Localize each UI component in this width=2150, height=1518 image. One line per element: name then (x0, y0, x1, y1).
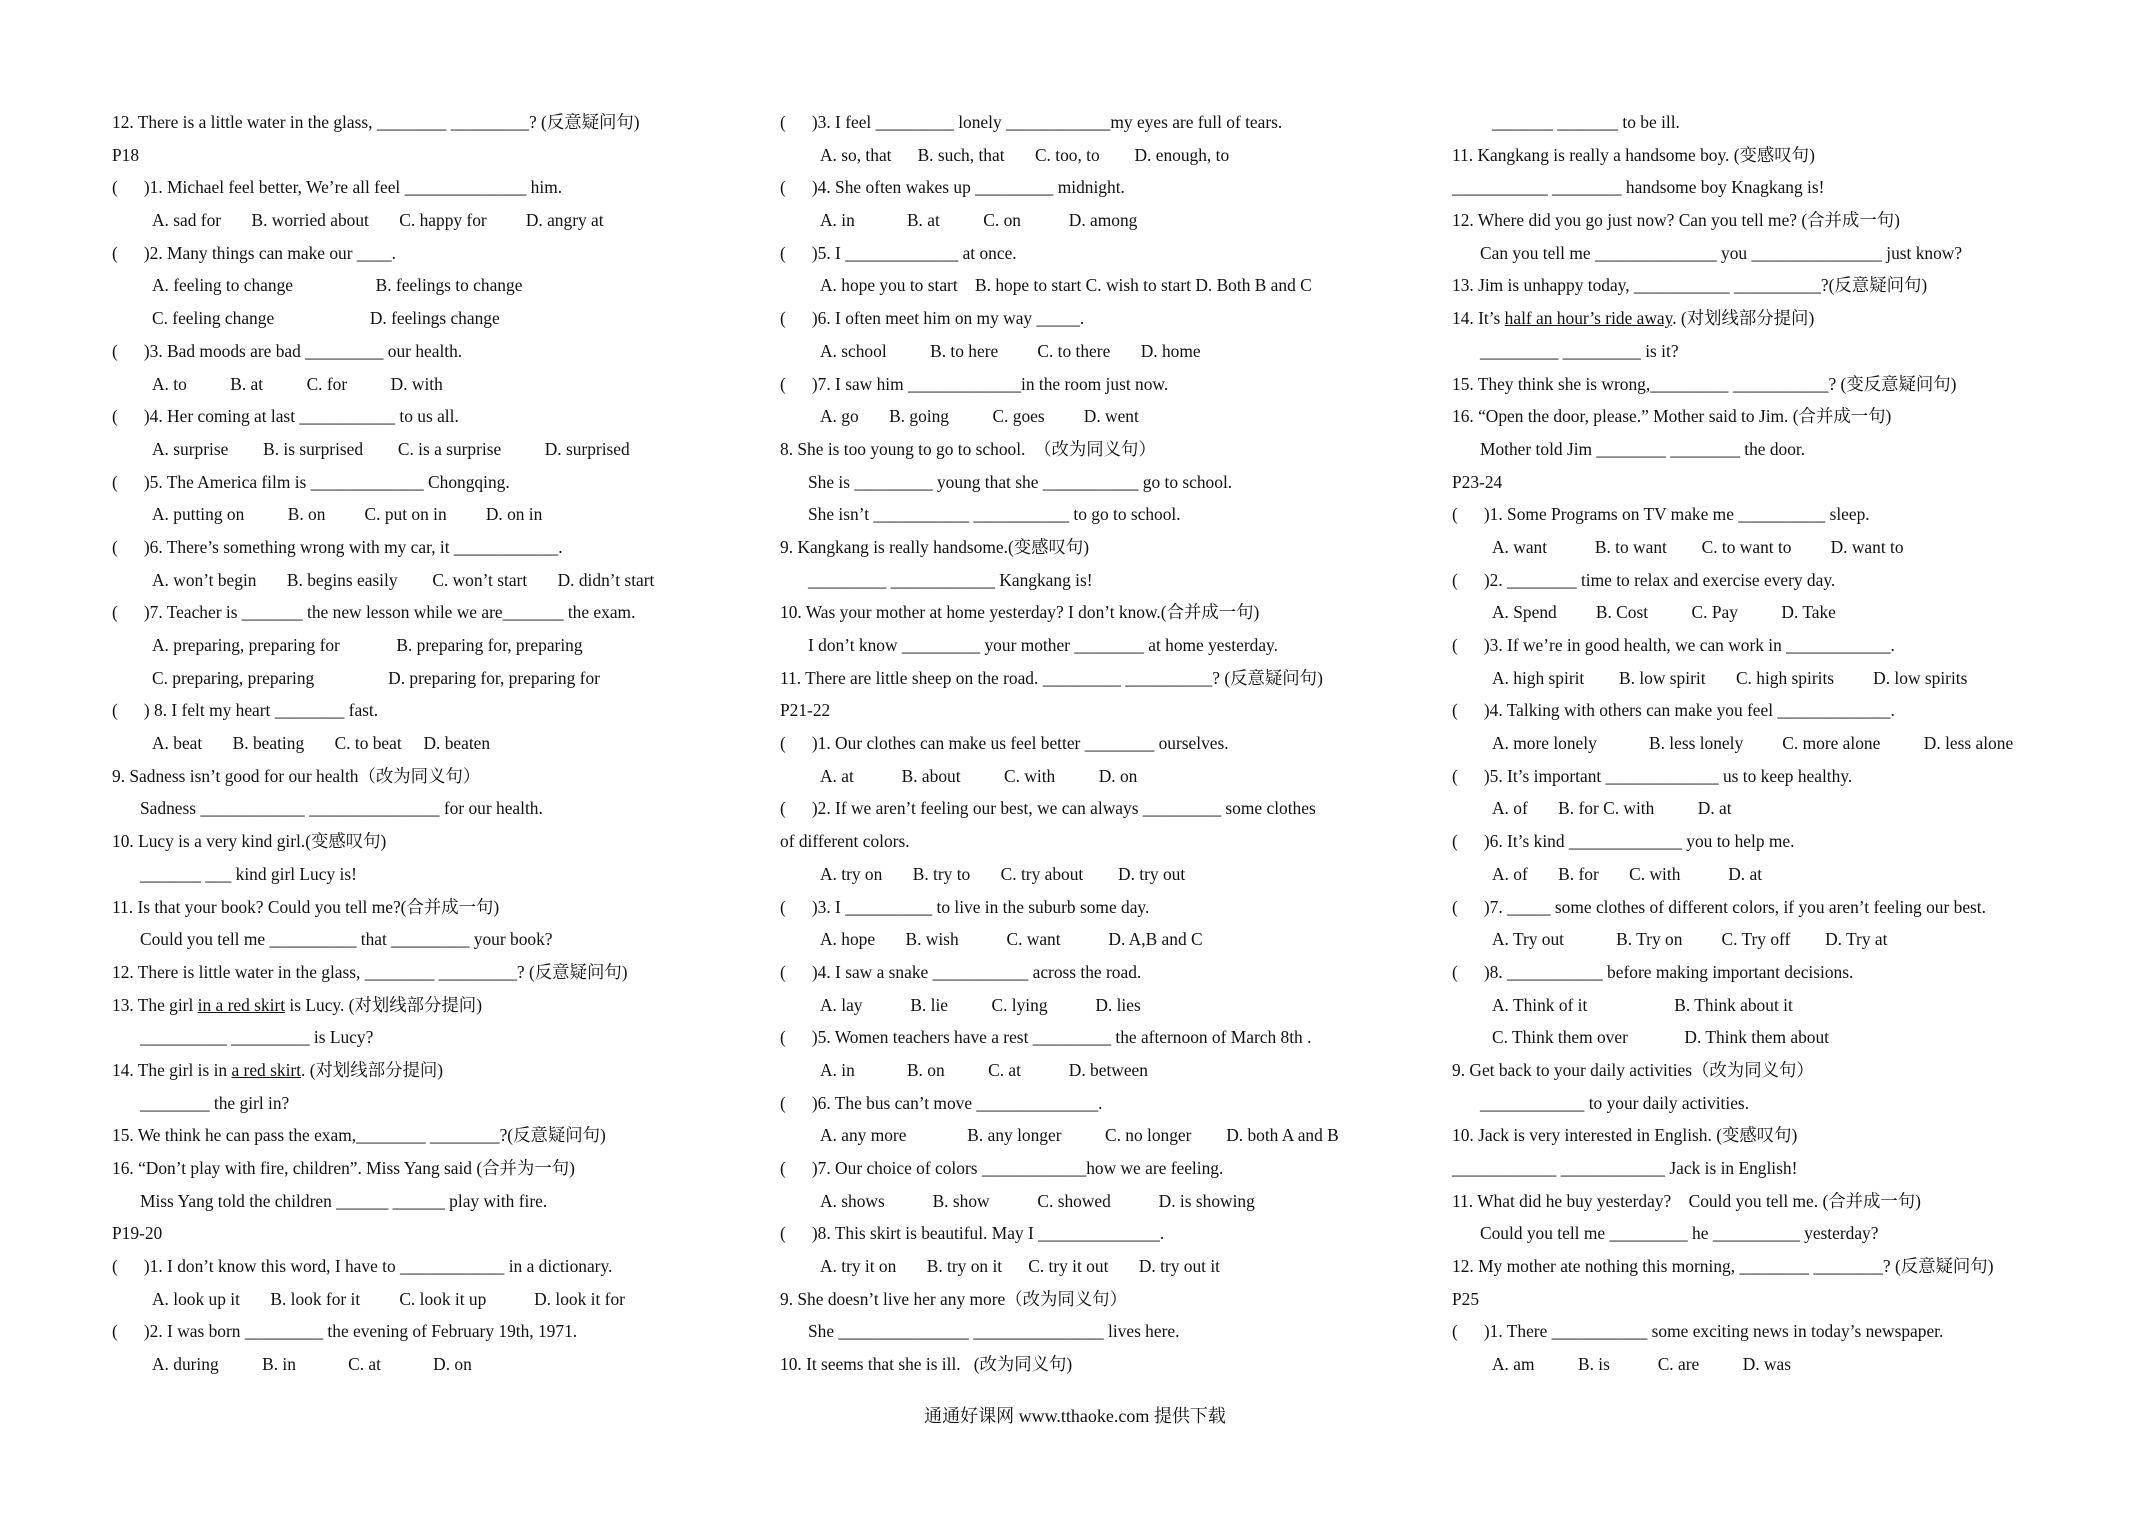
underlined-phrase: a red skirt (231, 1059, 302, 1080)
question-line: ( )6. The bus can’t move ______________. (780, 1092, 1103, 1113)
question-line: 14. The girl is in a red skirt. (对划线部分提问) (112, 1059, 444, 1080)
question-line: ( )2. Many things can make our ____. (112, 242, 396, 263)
answer-line: ____________ ____________ Jack is in English! (1452, 1158, 1798, 1178)
answer-options: C. feeling change D. feelings change (152, 308, 500, 329)
section-heading: P23-24 (1452, 471, 1503, 492)
question-line: 11. What did he buy yesterday? Could you tell me. (合并成一句) (1452, 1190, 1921, 1211)
question-line: ( )2. ________ time to relax and exercise every day. (1452, 569, 1836, 590)
answer-line: She _______________ _______________ lives here. (808, 1321, 1180, 1342)
answer-line: ____________ to your daily activities. (1480, 1092, 1750, 1113)
question-line: ( )8. This skirt is beautiful. May I ______________. (780, 1223, 1165, 1244)
answer-line: Sadness ____________ _______________ for our health. (140, 798, 543, 819)
answer-line: ___________ ________ handsome boy Knagkang is! (1452, 177, 1825, 198)
answer-options: A. preparing, preparing for B. preparing for, preparing (152, 635, 583, 655)
answer-options: A. Try out B. Try on C. Try off D. Try at (1492, 929, 1888, 950)
answer-options: A. Spend B. Cost C. Pay D. Take (1492, 602, 1836, 623)
question-line: ( )3. I __________ to live in the suburb some day. (780, 896, 1150, 917)
question-line: ( )7. Our choice of colors ____________how we are feeling. (780, 1158, 1224, 1178)
answer-options: A. more lonely B. less lonely C. more alone D. less alone (1492, 733, 2014, 754)
answer-line: Mother told Jim ________ ________ the door. (1480, 438, 1806, 459)
answer-options: A. surprise B. is surprised C. is a surprise D. surprised (152, 438, 630, 459)
question-line: ( )6. I often meet him on my way _____. (780, 308, 1085, 329)
answer-options: A. want B. to want C. to want to D. want to (1492, 536, 1904, 557)
column-3 (1452, 106, 2112, 1381)
question-line: ( )1. Our clothes can make us feel better ________ ourselves. (780, 733, 1229, 754)
question-line: ( )3. Bad moods are bad _________ our health. (112, 340, 463, 361)
answer-line: Could you tell me __________ that _________ your book? (140, 929, 553, 950)
question-line: 11. There are little sheep on the road. _________ __________? (反意疑问句) (780, 667, 1323, 688)
answer-line: Miss Yang told the children ______ ______ play with fire. (140, 1190, 548, 1211)
question-line: ( )7. _____ some clothes of different colors, if you aren’t feeling our best. (1452, 896, 1986, 917)
answer-line: _________ ____________ Kangkang is! (808, 569, 1093, 590)
question-line: ( )6. It’s kind _____________ you to help me. (1452, 831, 1795, 852)
question-line: 11. Kangkang is really a handsome boy. (变感叹句) (1452, 144, 1815, 165)
question-line: 9. Sadness isn’t good for our health（改为同义句） (112, 765, 481, 786)
question-line: 12. There is little water in the glass, ________ _________? (反意疑问句) (112, 961, 628, 982)
answer-options: A. shows B. show C. showed D. is showing (820, 1190, 1255, 1211)
answer-options: A. Think of it B. Think about it (1492, 994, 1793, 1015)
answer-options: A. beat B. beating C. to beat D. beaten (152, 733, 491, 754)
answer-line: ________ the girl in? (140, 1092, 290, 1113)
question-line: ( )3. I feel _________ lonely ____________my eyes are full of tears. (780, 112, 1283, 132)
answer-options: A. at B. about C. with D. on (820, 765, 1138, 786)
question-line: 8. She is too young to go to school. （改为同义句） (780, 438, 1156, 459)
section-heading: P18 (112, 144, 140, 165)
question-line: 13. The girl in a red skirt is Lucy. (对划线部分提问) (112, 994, 482, 1015)
answer-options: A. hope you to start B. hope to start C. wish to start D. Both B and C (820, 275, 1312, 296)
answer-options: A. of B. for C. with D. at (1492, 798, 1732, 819)
question-line: 9. Kangkang is really handsome.(变感叹句) (780, 536, 1090, 557)
question-line: of different colors. (780, 831, 910, 852)
underlined-phrase: half an hour’s ride away (1504, 308, 1673, 329)
answer-line: I don’t know _________ your mother ________ at home yesterday. (808, 635, 1278, 655)
column-1 (112, 106, 722, 1381)
question-line: ( )4. She often wakes up _________ midnight. (780, 177, 1125, 198)
answer-options: A. try on B. try to C. try about D. try out (820, 863, 1186, 884)
answer-options: A. of B. for C. with D. at (1492, 863, 1763, 884)
answer-options: A. hope B. wish C. want D. A,B and C (820, 929, 1203, 950)
question-line: ( )1. Michael feel better, We’re all feel ______________ him. (112, 177, 563, 198)
answer-line: Can you tell me ______________ you _______________ just know? (1480, 242, 1963, 263)
answer-line: She is _________ young that she ___________ go to school. (808, 471, 1233, 492)
answer-line: She isn’t ___________ ___________ to go to school. (808, 504, 1181, 525)
question-line: 11. Is that your book? Could you tell me?(合并成一句) (112, 896, 500, 917)
question-line: ( )5. Women teachers have a rest _________ the afternoon of March 8th . (780, 1027, 1312, 1048)
answer-options: C. preparing, preparing D. preparing for, preparing for (152, 667, 600, 688)
answer-options: A. in B. on C. at D. between (820, 1059, 1148, 1080)
question-line: 16. “Don’t play with fire, children”. Miss Yang said (合并为一句) (112, 1158, 575, 1178)
question-line: ( )4. Talking with others can make you feel _____________. (1452, 700, 1895, 721)
answer-line: __________ _________ is Lucy? (140, 1027, 374, 1048)
question-line: 9. Get back to your daily activities（改为同义句） (1452, 1059, 1814, 1080)
answer-options: A. to B. at C. for D. with (152, 373, 443, 394)
question-line: ( )6. There’s something wrong with my car, it ____________. (112, 536, 563, 557)
answer-options: A. lay B. lie C. lying D. lies (820, 994, 1141, 1015)
answer-options: A. so, that B. such, that C. too, to D. enough, to (820, 144, 1230, 165)
page-footer: 通通好课网 www.tthaoke.com 提供下载 (924, 1406, 1226, 1426)
section-heading: P19-20 (112, 1223, 163, 1244)
answer-options: A. any more B. any longer C. no longer D. both A and B (820, 1125, 1339, 1146)
question-line: ( ) 8. I felt my heart ________ fast. (112, 700, 379, 721)
question-line: 12. There is a little water in the glass, ________ _________? (反意疑问句) (112, 112, 640, 132)
question-line: ( )8. ___________ before making important decisions. (1452, 961, 1854, 982)
answer-line: _______ ___ kind girl Lucy is! (140, 863, 357, 884)
question-line: ( )3. If we’re in good health, we can work in ____________. (1452, 635, 1895, 655)
answer-options: A. high spirit B. low spirit C. high spirits D. low spirits (1492, 667, 1968, 688)
answer-options: A. during B. in C. at D. on (152, 1354, 472, 1375)
question-line: ( )1. There ___________ some exciting news in today’s newspaper. (1452, 1321, 1944, 1342)
question-line: ( )2. I was born _________ the evening of February 19th, 1971. (112, 1321, 578, 1342)
question-line: ( )7. I saw him _____________in the room just now. (780, 373, 1169, 394)
question-line: 14. It’s half an hour’s ride away. (对划线部分提问) (1452, 308, 1815, 329)
answer-options: A. look up it B. look for it C. look it up D. look it for (152, 1288, 625, 1309)
answer-options: A. in B. at C. on D. among (820, 210, 1138, 231)
answer-options: A. putting on B. on C. put on in D. on in (152, 504, 543, 525)
answer-options: A. sad for B. worried about C. happy for D. angry at (152, 210, 604, 231)
answer-line: Could you tell me _________ he __________ yesterday? (1480, 1223, 1879, 1244)
answer-options: A. go B. going C. goes D. went (820, 406, 1139, 427)
answer-options: C. Think them over D. Think them about (1492, 1027, 1829, 1048)
question-line: ( )4. Her coming at last ___________ to us all. (112, 406, 459, 427)
answer-options: A. try it on B. try on it C. try it out D. try out it (820, 1256, 1220, 1277)
answer-options: A. won’t begin B. begins easily C. won’t start D. didn’t start (152, 569, 655, 590)
question-line: 10. Was your mother at home yesterday? I don’t know.(合并成一句) (780, 602, 1260, 623)
answer-options: A. school B. to here C. to there D. home (820, 340, 1201, 361)
answer-line: _______ _______ to be ill. (1492, 112, 1680, 132)
question-line: 10. It seems that she is ill. (改为同义句) (780, 1354, 1073, 1375)
column-2 (780, 106, 1390, 1381)
question-line: ( )5. It’s important _____________ us to keep healthy. (1452, 765, 1853, 786)
question-line: 10. Jack is very interested in English. (变感叹句) (1452, 1125, 1798, 1146)
answer-options: A. feeling to change B. feelings to change (152, 275, 523, 296)
question-line: ( )5. The America film is _____________ Chongqing. (112, 471, 510, 492)
question-line: ( )1. I don’t know this word, I have to ____________ in a dictionary. (112, 1256, 613, 1277)
underlined-phrase: in a red skirt (197, 994, 286, 1015)
question-line: 12. My mother ate nothing this morning, ________ ________? (反意疑问句) (1452, 1256, 1994, 1277)
question-line: 15. We think he can pass the exam,________ ________?(反意疑问句) (112, 1125, 606, 1146)
section-heading: P25 (1452, 1288, 1480, 1309)
question-line: 13. Jim is unhappy today, ___________ __________?(反意疑问句) (1452, 275, 1928, 296)
question-line: 12. Where did you go just now? Can you tell me? (合并成一句) (1452, 210, 1900, 231)
answer-options: A. am B. is C. are D. was (1492, 1354, 1791, 1375)
question-line: ( )4. I saw a snake ___________ across the road. (780, 961, 1142, 982)
question-line: ( )7. Teacher is _______ the new lesson while we are_______ the exam. (112, 602, 636, 623)
question-line: ( )1. Some Programs on TV make me __________ sleep. (1452, 504, 1870, 525)
question-line: 15. They think she is wrong,_________ ___________? (变反意疑问句) (1452, 373, 1957, 394)
question-line: 16. “Open the door, please.” Mother said to Jim. (合并成一句) (1452, 406, 1892, 427)
question-line: ( )5. I _____________ at once. (780, 242, 1017, 263)
question-line: 10. Lucy is a very kind girl.(变感叹句) (112, 831, 387, 852)
section-heading: P21-22 (780, 700, 831, 721)
question-line: 9. She doesn’t live her any more（改为同义句） (780, 1288, 1127, 1309)
answer-line: _________ _________ is it? (1480, 340, 1679, 361)
question-line: ( )2. If we aren’t feeling our best, we can always _________ some clothes (780, 798, 1316, 819)
